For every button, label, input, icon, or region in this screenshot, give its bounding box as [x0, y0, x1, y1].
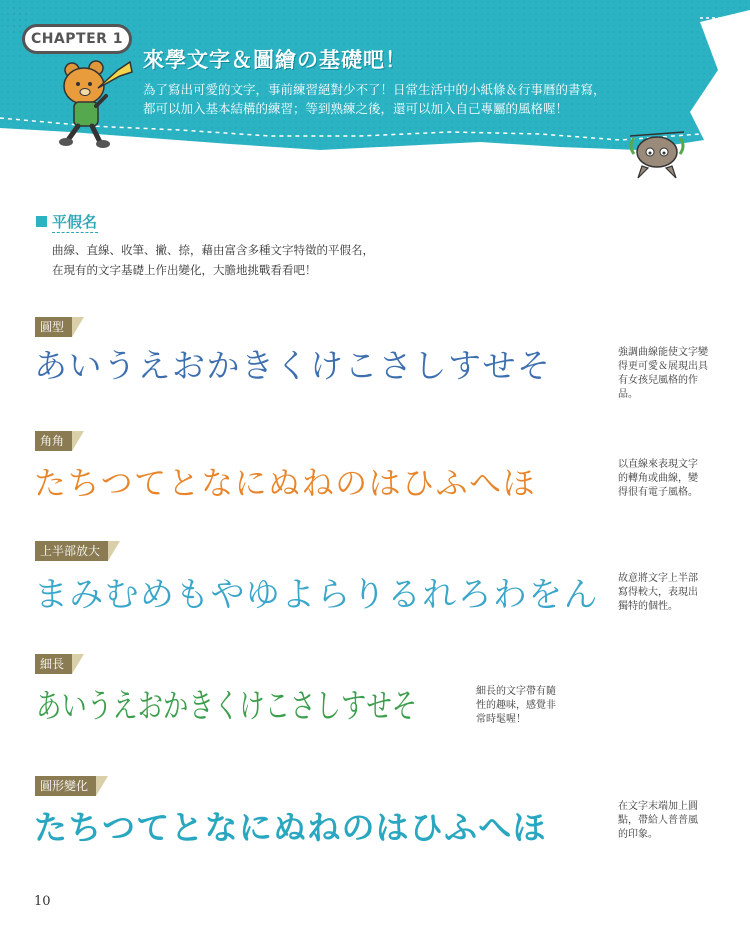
section-marker	[36, 216, 47, 227]
style-note-angular: 以直線來表現文字的轉角或曲線，變得很有電子風格。	[618, 459, 698, 498]
kana-sample-top-large: まみむめもやゆよらりるれろわをん	[34, 575, 599, 615]
intro-line: 都可以加入基本結構的練習；等到熟練之後，還可以加入自己專屬的風格喔！	[143, 101, 569, 116]
style-label-round: 圓型	[35, 317, 72, 337]
kana-sample-slender: あいうえおかきくけこさしすせそ	[36, 686, 418, 725]
page-number: 10	[34, 894, 51, 909]
section-desc-line: 在現有的文字基礎上作出變化，大膽地挑戰看看吧！	[52, 263, 317, 277]
bear-trumpet-icon	[56, 58, 140, 150]
section-description	[52, 240, 374, 280]
upside-down-cat-icon	[624, 128, 690, 180]
style-note-top-large: 故意將文字上半部寫得較大，表現出獨特的個性。	[618, 573, 698, 612]
intro-line: 為了寫出可愛的文字，事前練習絕對少不了！日常生活中的小紙條＆行事曆的書寫，	[143, 82, 606, 97]
page-title: 來學文字＆圖繪の基礎吧！	[143, 48, 407, 72]
style-note-slender: 細長的文字帶有隨性的趣味，感覺非常時髦喔！	[476, 686, 556, 725]
chapter-badge: CHAPTER 1	[22, 24, 132, 54]
style-label-top-large: 上半部放大	[35, 541, 108, 561]
kana-sample-angular: たちつてとなにぬねのはひふへほ	[34, 464, 537, 502]
intro-text	[143, 80, 613, 118]
style-label-dots: 圓形變化	[35, 776, 96, 796]
style-note-round: 強調曲線能使文字變得更可愛＆展現出具有女孩兒風格的作品。	[618, 347, 708, 400]
style-label-slender: 細長	[35, 654, 72, 674]
kana-sample-round: あいうえおかきくけこさしすせそ	[34, 346, 552, 385]
style-note-dots: 在文字末端加上圓點，帶給人普普風的印象。	[618, 801, 698, 840]
kana-sample-dots: たちつてとなにぬねのはひふへほ	[34, 808, 547, 847]
section-desc-line: 曲線、直線、收筆、撇、捺，藉由富含多種文字特徵的平假名，	[52, 243, 374, 257]
section-title: 平假名	[52, 213, 98, 231]
style-label-angular: 角角	[35, 431, 72, 451]
section-underline	[52, 232, 98, 233]
